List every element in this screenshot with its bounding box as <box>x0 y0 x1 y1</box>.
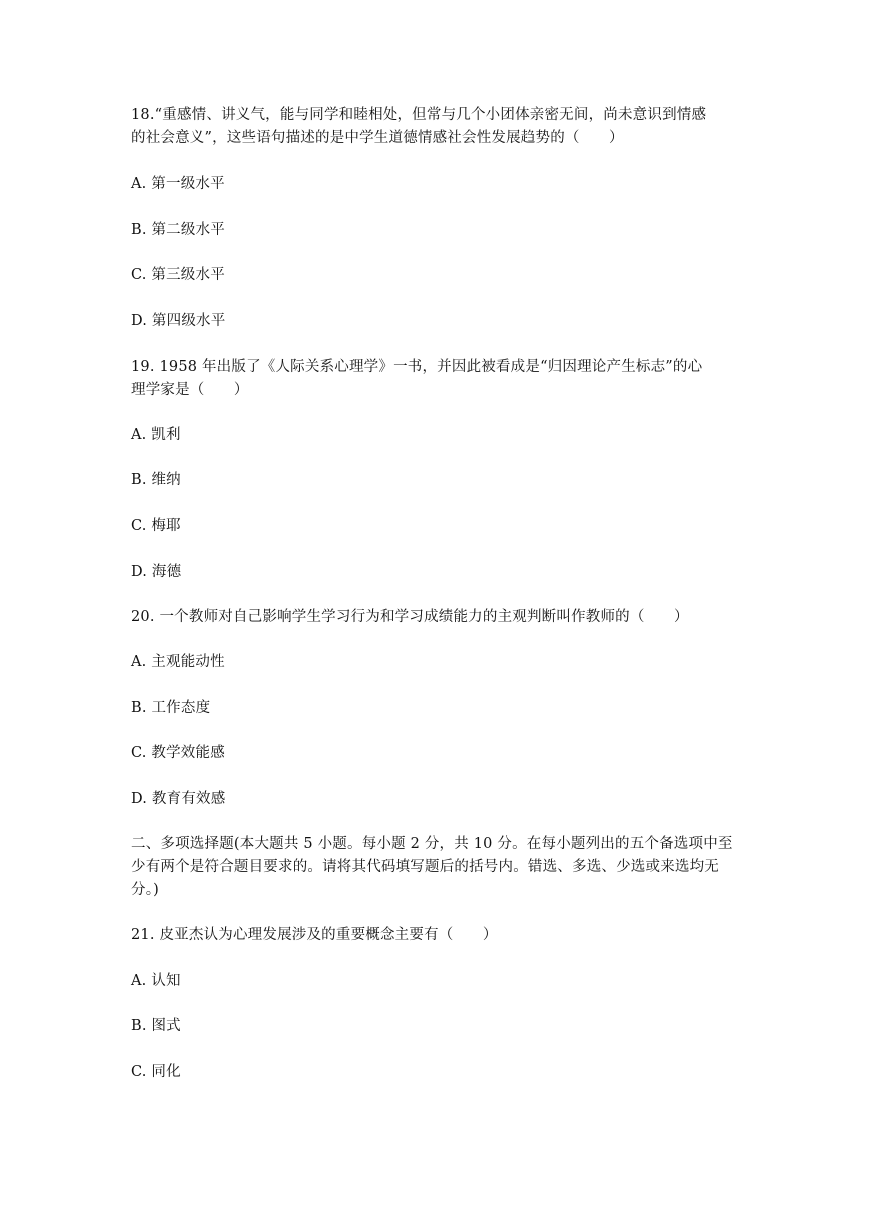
question-20-option-b: B. 工作态度 <box>131 700 211 716</box>
question-21-option-a: A. 认知 <box>131 973 181 989</box>
question-18-option-d: D. 第四级水平 <box>131 313 226 329</box>
question-20-option-d: D. 教育有效感 <box>131 791 226 807</box>
question-19-stem-line-1: 19. 1958 年出版了《人际关系心理学》一书，并因此被看成是“归因理论产生标志”的心 <box>131 359 703 375</box>
question-21-stem: 21. 皮亚杰认为心理发展涉及的重要概念主要有（ ） <box>131 927 498 943</box>
question-20-option-a: A. 主观能动性 <box>131 654 225 670</box>
question-20-stem-line-1: 20. 一个教师对自己影响学生学习行为和学习成绩能力的主观判断叫作教师的（ ） <box>131 609 689 625</box>
question-20-stem <box>131 606 741 629</box>
question-19-option-b: B. 维纳 <box>131 472 181 488</box>
question-20-option-c: C. 教学效能感 <box>131 745 225 761</box>
question-18-stem <box>131 104 741 150</box>
question-21-option-c: C. 同化 <box>131 1064 181 1080</box>
section-heading-multiple-choice <box>131 833 741 902</box>
question-19-option-c: C. 梅耶 <box>131 518 181 534</box>
question-21-option-b: B. 图式 <box>131 1018 181 1034</box>
question-18-stem-line-2: 的社会意义”，这些语句描述的是中学生道德情感社会性发展趋势的（ ） <box>131 130 624 146</box>
question-19-stem-line-2: 理学家是（ ） <box>131 382 249 398</box>
section-heading-line-1: 二、多项选择题(本大题共 5 小题。每小题 2 分，共 10 分。在每小题列出的五个备选项中至 <box>131 836 733 852</box>
section-heading-line-2: 少有两个是符合题目要求的。请将其代码填写题后的括号内。错选、多选、少选或来选均无 <box>131 859 719 875</box>
section-heading-line-3: 分。) <box>131 882 160 898</box>
question-19-option-d: D. 海德 <box>131 564 182 580</box>
question-19-option-a: A. 凯利 <box>131 427 181 443</box>
question-18-stem-line-1: 18.“重感情、讲义气，能与同学和睦相处，但常与几个小团体亲密无间，尚未意识到情感 <box>131 107 707 123</box>
question-18-option-a: A. 第一级水平 <box>131 176 225 192</box>
question-18-option-c: C. 第三级水平 <box>131 267 225 283</box>
question-19-stem <box>131 356 741 402</box>
question-18-option-b: B. 第二级水平 <box>131 222 225 238</box>
